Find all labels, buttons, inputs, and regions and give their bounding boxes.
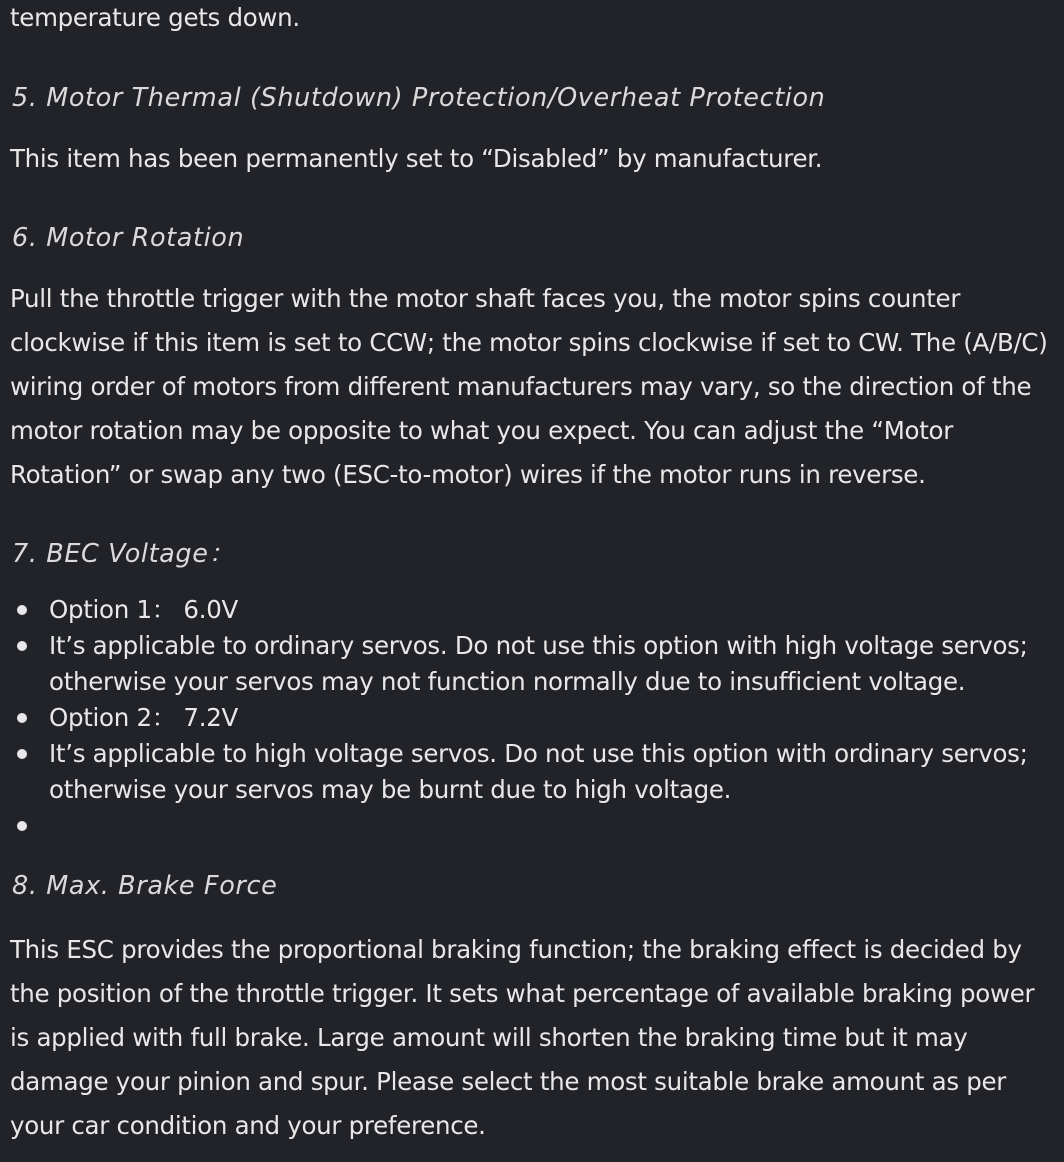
list-item (10, 628, 1054, 700)
list-item (10, 808, 1054, 844)
list-item (10, 592, 1054, 628)
bullet-icon (17, 713, 27, 723)
heading-motor-thermal-protection: 5. Motor Thermal (Shutdown) Protection/Overheat Protection (12, 83, 826, 113)
list-item-text: It’s applicable to ordinary servos. Do not use this option with high voltage servos; otherwise your servos may not function normally due to insufficient voltage. (49, 631, 1028, 696)
list-item-text: Option 1： 6.0V (49, 595, 238, 624)
list-item (10, 700, 1054, 736)
list-item (10, 736, 1054, 808)
bec-voltage-list (10, 592, 1054, 844)
paragraph-max-brake-force: This ESC provides the proportional braking function; the braking effect is decided by the position of the throttle trigger. It sets what percentage of available braking power is applied with full brake. Large amount will shorten the braking time but it may damage your pinion and spur. Please select the most suitable brake amount as per your car condition and your preference. (10, 935, 1035, 1140)
bullet-icon (17, 605, 27, 615)
list-item-text (49, 811, 57, 840)
list-item-text: It’s applicable to high voltage servos. Do not use this option with ordinary servos; otherwise your servos may be burnt due to high voltage. (49, 739, 1028, 804)
paragraph-motor-thermal-protection: This item has been permanently set to “Disabled” by manufacturer. (10, 144, 823, 173)
paragraph-intro-tail: temperature gets down. (10, 3, 300, 32)
heading-max-brake-force: 8. Max. Brake Force (12, 871, 278, 901)
bullet-icon (17, 821, 27, 831)
bullet-icon (17, 749, 27, 759)
heading-bec-voltage: 7. BEC Voltage： (12, 539, 235, 569)
heading-motor-rotation: 6. Motor Rotation (12, 223, 245, 253)
paragraph-motor-rotation: Pull the throttle trigger with the motor shaft faces you, the motor spins counter clockwise if this item is set to CCW; the motor spins clockwise if set to CW. The (A/B/C) wiring order of motors from different manufacturers may vary, so the direction of the motor rotation may be opposite to what you expect. You can adjust the “Motor Rotation” or swap any two (ESC-to-motor) wires if the motor runs in reverse. (10, 284, 1048, 489)
list-item-text: Option 2： 7.2V (49, 703, 238, 732)
bullet-icon (17, 641, 27, 651)
